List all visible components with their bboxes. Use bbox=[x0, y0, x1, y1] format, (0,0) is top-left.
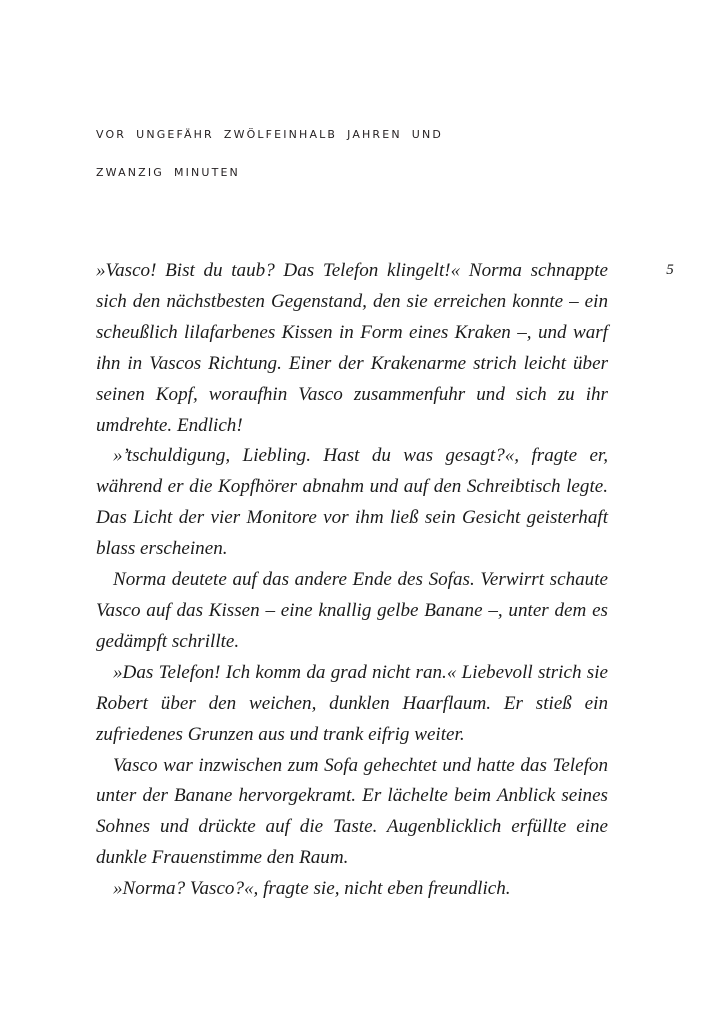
chapter-heading bbox=[96, 114, 616, 190]
paragraph: »Vasco! Bist du taub? Das Telefon klingelt!« Norma schnappte sich den nächstbesten Gegenstand, den sie erreichen konnte – ein scheußlich lilafarbenes Kissen in Form eines Kraken –, und warf ihn in Vascos Richtung. Einer der Krakenarme strich leicht über seinen Kopf, woraufhin Vasco zusammenfuhr und sich zu ihr umdrehte. Endlich! bbox=[96, 260, 608, 436]
paragraph: Norma deutete auf das andere Ende des Sofas. Verwirrt schaute Vasco auf das Kissen – eine knallig gelbe Banane –, unter dem es gedämpft schrillte. bbox=[96, 569, 608, 652]
paragraph: »’tschuldigung, Liebling. Hast du was gesagt?«, fragte er, während er die Kopfhörer abnahm und auf den Schreibtisch legte. Das Licht der vier Monitore vor ihm ließ sein Gesicht geisterhaft blass erscheinen. bbox=[96, 445, 608, 560]
chapter-heading-line-2: zwanzig minuten bbox=[96, 162, 240, 181]
page-number: 5 bbox=[666, 262, 674, 278]
body-text-block bbox=[96, 256, 608, 905]
chapter-heading-line-1: vor ungefähr zwölfeinhalb jahren und bbox=[96, 124, 443, 143]
paragraph: Vasco war inzwischen zum Sofa gehechtet und hatte das Telefon unter der Banane hervorgekramt. Er lächelte beim Anblick seines Sohnes und drückte auf die Taste. Augenblicklich erfüllte eine dunkle Frauenstimme den Raum. bbox=[96, 754, 608, 869]
paragraph: »Norma? Vasco?«, fragte sie, nicht eben freundlich. bbox=[113, 878, 511, 900]
paragraph: »Das Telefon! Ich komm da grad nicht ran.« Liebevoll strich sie Robert über den weichen, dunklen Haarflaum. Er stieß ein zufriedenes Grunzen aus und trank eifrig weiter. bbox=[96, 661, 608, 745]
